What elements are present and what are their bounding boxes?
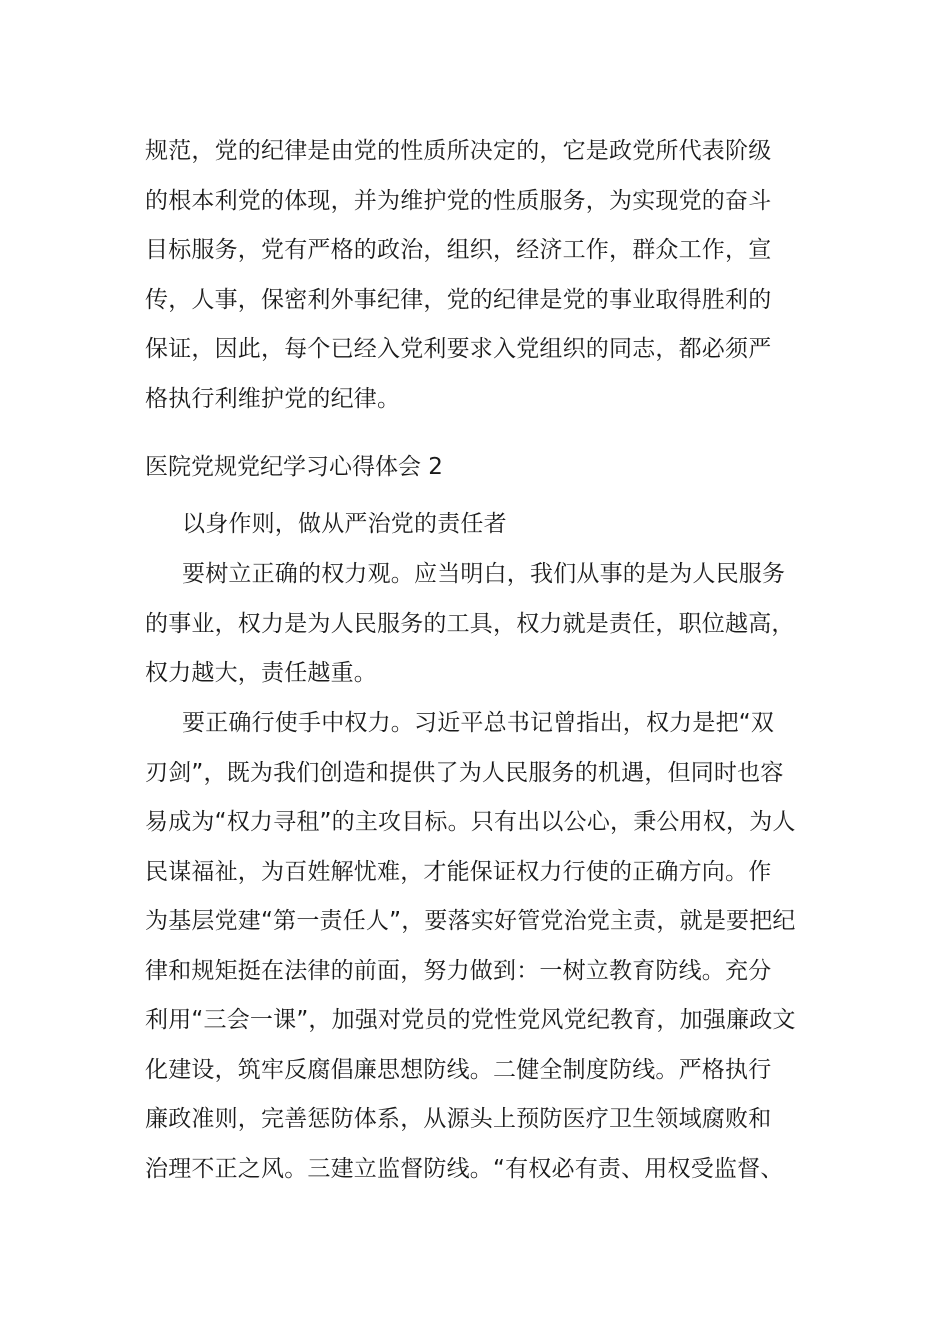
text-line: 目标服务，党有严格的政治，组织，经济工作，群众工作，宣 (145, 237, 772, 263)
text-line: 民谋福祉，为百姓解忧难，才能保证权力行使的正确方向。作 (145, 858, 772, 885)
paragraph-continued (145, 127, 845, 424)
text-line: 的事业，权力是为人民服务的工具，权力就是责任，职位越高， (145, 610, 795, 637)
text-line: 廉政准则，完善惩防体系，从源头上预防医疗卫生领域腐败和 (145, 1106, 772, 1132)
text-line: 易成为“权力寻租”的主攻目标。只有出以公心，秉公用权，为人 (145, 809, 796, 835)
text-line: 传，人事，保密利外事纪律，党的纪律是党的事业取得胜利的 (145, 286, 772, 313)
text-line: 的根本利党的体现，并为维护党的性质服务，为实现党的奋斗 (145, 187, 772, 214)
text-line: 刃剑”，既为我们创造和提供了为人民服务的机遇，但同时也容 (145, 759, 784, 786)
text-line: 格执行利维护党的纪律。 (145, 385, 401, 412)
text-line: 权力越大，责任越重。 (145, 660, 377, 686)
text-line: 治理不正之风。三建立监督防线。“有权必有责、用权受监督、 (145, 1155, 784, 1182)
text-line: 要树立正确的权力观。应当明白，我们从事的是为人民服务 (182, 561, 786, 587)
text-line: 要正确行使手中权力。习近平总书记曾指出，权力是把“双 (182, 710, 775, 736)
text-line: 保证，因此，每个已经入党利要求入党组织的同志，都必须严 (145, 336, 772, 362)
text-line: 律和规矩挺在法律的前面，努力做到：一树立教育防线。充分 (145, 957, 772, 984)
paragraph-power-view (145, 550, 845, 699)
subtitle-block (145, 500, 845, 550)
text-line: 规范，党的纪律是由党的性质所决定的，它是政党所代表阶级 (145, 138, 772, 164)
text-line: 化建设，筑牢反腐倡廉思想防线。二健全制度防线。严格执行 (145, 1056, 772, 1083)
paragraph-use-power (145, 699, 845, 1194)
section-title: 医院党规党纪学习心得体会 2 (145, 454, 443, 480)
text-line: 利用“三会一课”，加强对党员的党性党风党纪教育，加强廉政文 (145, 1007, 796, 1033)
subtitle: 以身作则，做从严治党的责任者 (182, 511, 507, 537)
text-line: 为基层党建“第一责任人”，要落实好管党治党主责，就是要把纪 (145, 908, 796, 934)
